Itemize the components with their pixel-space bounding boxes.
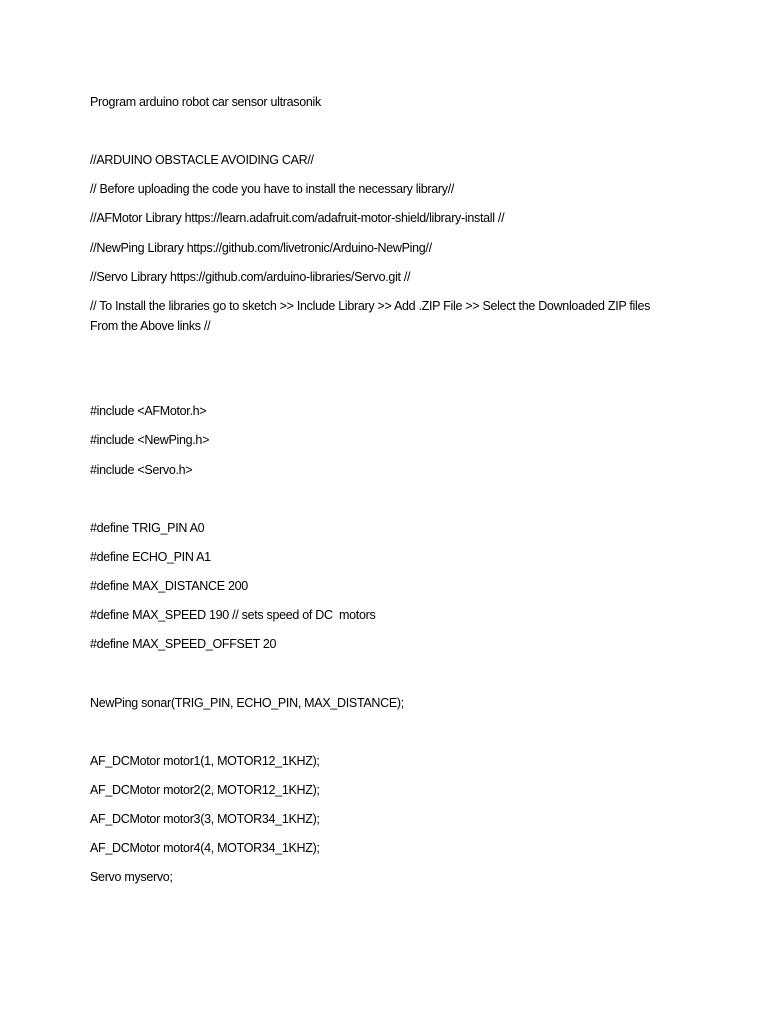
document-title: Program arduino robot car sensor ultrasonik (90, 95, 321, 109)
header-comment: // Before uploading the code you have to install the necessary library// (90, 182, 455, 196)
define-line: #define ECHO_PIN A1 (90, 550, 211, 564)
motor-declaration: AF_DCMotor motor1(1, MOTOR12_1KHZ); (90, 754, 320, 768)
header-comment: //ARDUINO OBSTACLE AVOIDING CAR// (90, 153, 314, 167)
motor-declaration: AF_DCMotor motor3(3, MOTOR34_1KHZ); (90, 812, 320, 826)
header-comment: //Servo Library https://github.com/arduino-libraries/Servo.git // (90, 270, 411, 284)
motor-declaration: AF_DCMotor motor4(4, MOTOR34_1KHZ); (90, 841, 320, 855)
define-line: #define MAX_DISTANCE 200 (90, 579, 248, 593)
sonar-declaration: NewPing sonar(TRIG_PIN, ECHO_PIN, MAX_DISTANCE); (90, 696, 404, 710)
include-line: #include <AFMotor.h> (90, 404, 207, 418)
define-line: #define TRIG_PIN A0 (90, 521, 205, 535)
define-line: #define MAX_SPEED 190 // sets speed of DC motors (90, 608, 376, 622)
header-comment: //AFMotor Library https://learn.adafruit.com/adafruit-motor-shield/library-install // (90, 211, 505, 225)
servo-declaration: Servo myservo; (90, 870, 173, 884)
header-comment: // To Install the libraries go to sketch >> Include Library >> Add .ZIP File >> Select the Downloaded ZIP files From the Above links // (90, 299, 651, 333)
include-line: #include <Servo.h> (90, 463, 193, 477)
header-comment: //NewPing Library https://github.com/livetronic/Arduino-NewPing// (90, 241, 432, 255)
motor-declaration: AF_DCMotor motor2(2, MOTOR12_1KHZ); (90, 783, 320, 797)
define-line: #define MAX_SPEED_OFFSET 20 (90, 637, 277, 651)
include-line: #include <NewPing.h> (90, 433, 210, 447)
